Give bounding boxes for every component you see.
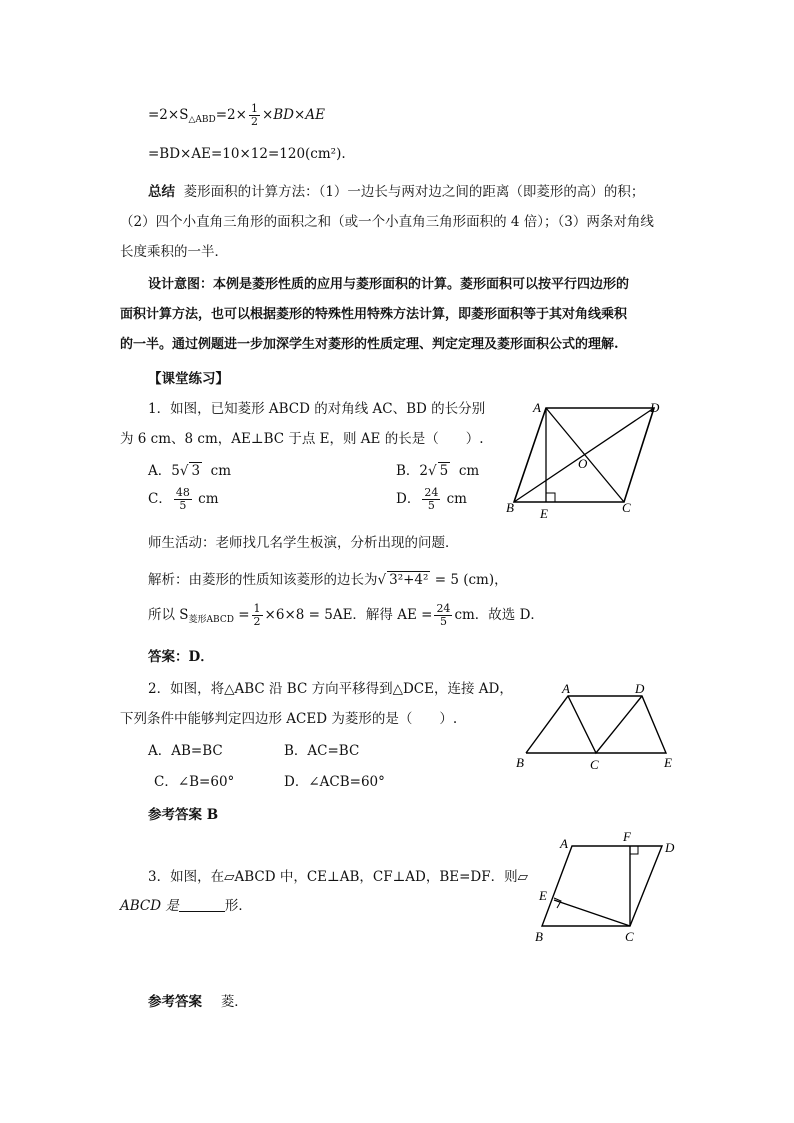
label-o: O <box>578 456 588 471</box>
answer-value: 菱． <box>220 994 248 1010</box>
calc-subscript: △ABD <box>188 115 216 125</box>
answer-fraction <box>434 603 452 628</box>
q1-activity: 师生活动：老师找几名学生板演，分析出现的问题． <box>148 535 459 551</box>
option-label: D． <box>396 491 421 507</box>
summary-label: 总结 <box>148 184 175 200</box>
answer-label: 参考答案 <box>148 994 202 1010</box>
analysis-text: = 5 (cm)， <box>434 572 508 588</box>
option-fraction <box>422 487 440 512</box>
q2-stem-2: 下列条件中能够判定四边形 ACED 为菱形的是（ ）. <box>120 711 458 727</box>
fraction-denominator: 2 <box>250 115 258 128</box>
so-text: ×6×8 = 5AE．解得 AE = <box>264 607 433 623</box>
fraction-numerator: 48 <box>175 486 190 499</box>
q1-so-line <box>148 603 544 628</box>
so-subscript: 菱形ABCD <box>188 615 234 625</box>
option-unit: cm <box>458 463 480 479</box>
fraction-denominator: 5 <box>439 615 447 628</box>
label-b: B <box>516 755 524 770</box>
label-b: B <box>535 929 543 944</box>
label-e: E <box>539 888 547 903</box>
sqrt-radicand: 5 <box>439 463 449 479</box>
q2-stem-1: 2．如图，将△ABC 沿 BC 方向平移得到△DCE，连接 AD， <box>148 681 513 697</box>
label-c: C <box>622 500 631 515</box>
summary-line-3: 长度乘积的一半． <box>120 244 228 260</box>
q1-rhombus-figure <box>500 396 670 520</box>
summary-line-2: （2）四个小直角三角形的面积之和（或一个小直角三角形面积的 4 倍）；（3）两条对角线 <box>120 214 654 230</box>
q3-stem-2 <box>120 894 252 914</box>
fraction-denominator: 5 <box>427 499 435 512</box>
q2-option-b: B．AC=BC <box>284 743 360 759</box>
calc-text: =2× <box>215 107 247 123</box>
label-b: B <box>506 500 514 515</box>
q1-option-c <box>148 487 219 512</box>
calc-text: =2×S <box>148 107 189 123</box>
fraction-numerator: 1 <box>253 602 261 615</box>
label-d: D <box>635 681 645 696</box>
label-a: A <box>562 681 570 696</box>
fraction-denominator: 5 <box>179 499 187 512</box>
option-label: A．5 <box>148 463 180 479</box>
label-c: C <box>590 757 599 772</box>
q3-text: ABCD 是 <box>120 898 179 914</box>
q3-parallelogram-figure <box>530 828 690 946</box>
q1-option-a: A．5√ 3 cm <box>148 463 232 479</box>
practice-title: 【课堂练习】 <box>148 371 229 387</box>
sqrt-radicand: 3²+4² <box>389 572 429 588</box>
q1-stem-2: 为 6 cm、8 cm，AE⊥BC 于点 E，则 AE 的长是（ ）. <box>120 431 484 447</box>
calc-text: ×BD×AE <box>261 107 325 123</box>
design-line-1: 设计意图：本例是菱形性质的应用与菱形面积的计算。菱形面积可以按平行四边形的 <box>148 277 630 292</box>
fraction-numerator: 24 <box>436 602 451 615</box>
option-unit: cm <box>446 491 467 507</box>
answer-blank <box>179 899 225 912</box>
option-label: C． <box>148 491 172 507</box>
q1-analysis: 解析：由菱形的性质知该菱形的边长为√ 3²+4² = 5 (cm)， <box>148 572 508 588</box>
label-d: D <box>665 840 675 855</box>
sqrt-radicand: 3 <box>191 463 201 479</box>
q3-answer <box>148 990 248 1010</box>
design-line-3: 的一半。通过例题进一步加深学生对菱形的性质定理、判定定理及菱形面积公式的理解. <box>120 337 619 352</box>
q1-option-d <box>396 487 467 512</box>
summary-line-1 <box>148 180 644 200</box>
fraction-numerator: 24 <box>424 486 439 499</box>
option-unit: cm <box>198 491 219 507</box>
option-label: B．2 <box>396 463 429 479</box>
option-unit: cm <box>210 463 232 479</box>
label-a: A <box>533 400 541 415</box>
label-d: D <box>650 400 660 415</box>
label-a: A <box>560 836 568 851</box>
q2-translation-figure <box>510 678 685 772</box>
summary-text: 菱形面积的计算方法：（1）一边长与两对边之间的距离（即菱形的高）的积； <box>183 184 645 200</box>
calc-line-1 <box>148 103 325 128</box>
label-c: C <box>625 929 634 944</box>
half-fraction <box>249 103 260 128</box>
option-fraction <box>174 487 192 512</box>
q1-option-b: B．2√ 5 cm <box>396 463 480 479</box>
label-f: F <box>623 829 631 844</box>
q2-option-c: C．∠B=60° <box>154 774 235 790</box>
fraction-numerator: 1 <box>250 102 258 115</box>
label-e: E <box>540 506 548 520</box>
q1-stem-1: 1．如图，已知菱形 ABCD 的对角线 AC、BD 的长分别 <box>148 401 486 417</box>
q3-stem-1: 3．如图，在▱ABCD 中，CE⊥AB，CF⊥AD，BE=DF．则▱ <box>148 869 529 885</box>
q2-option-a: A．AB=BC <box>148 743 223 759</box>
q3-text: 形． <box>224 898 252 914</box>
so-text: = <box>238 607 250 623</box>
analysis-text: 解析：由菱形的性质知该菱形的边长为 <box>148 572 378 588</box>
fraction-denominator: 2 <box>253 615 261 628</box>
design-line-2: 面积计算方法，也可以根据菱形的特殊性用特殊方法计算，即菱形面积等于其对角线乘积 <box>120 307 628 322</box>
half-fraction <box>252 603 263 628</box>
label-e: E <box>664 755 672 770</box>
q2-option-d: D．∠ACB=60° <box>284 774 385 790</box>
so-text: cm．故选 D． <box>454 607 544 623</box>
so-text: 所以 S <box>148 607 189 623</box>
calc-line-2: =BD×AE=10×12=120(cm²). <box>148 146 346 162</box>
q1-answer: 答案：D． <box>148 649 214 665</box>
q2-answer: 参考答案 B <box>148 807 219 823</box>
